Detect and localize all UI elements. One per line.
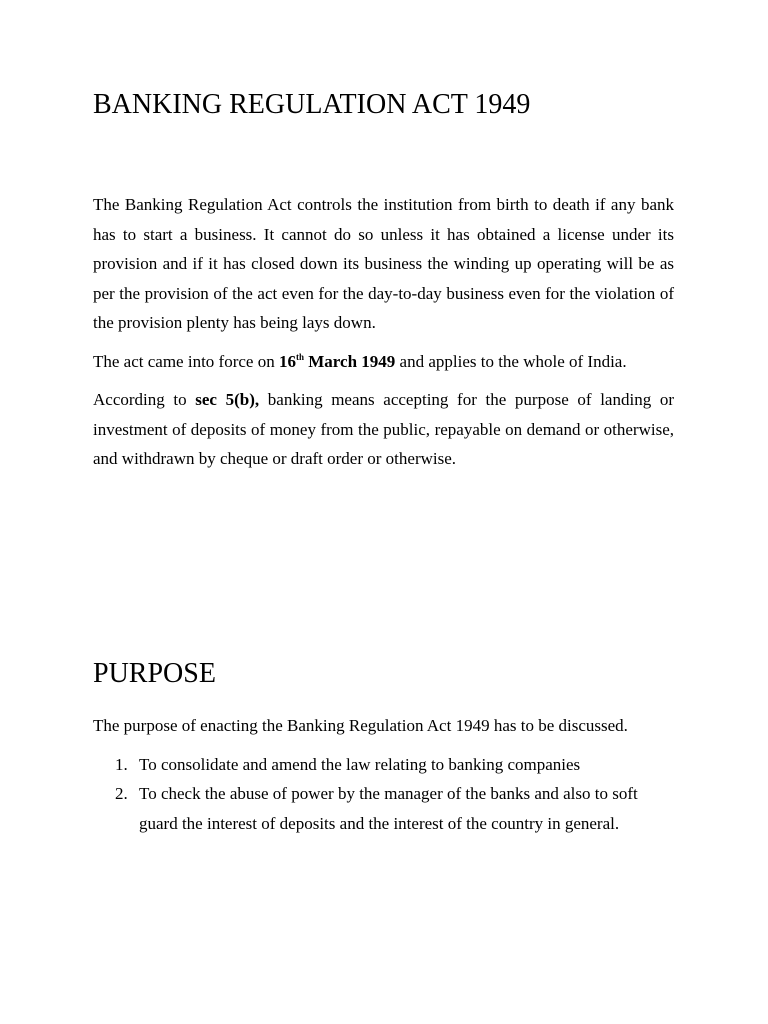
purpose-list xyxy=(93,750,674,839)
section-definition: banking means accepting for the purpose of landing or investment of deposits of money from the public, repayable on demand or otherwise, and withdrawn by cheque or draft order or otherwise. xyxy=(93,390,674,468)
intro-section xyxy=(93,190,674,483)
list-item xyxy=(93,750,674,780)
date-prefix: The act came into force on xyxy=(93,351,279,371)
list-item-number: 1. xyxy=(115,754,128,774)
date-suffix: and applies to the whole of India. xyxy=(395,351,627,371)
intro-paragraph-1: The Banking Regulation Act controls the institution from birth to death if any bank has to start a business. It cannot do so unless it has obtained a license under its provision and if it has closed down its business the winding up operating will be as per the provision of the act even for the day-to-day business even for the violation of the provision plenty has being lays down. xyxy=(93,195,674,332)
document-title: BANKING REGULATION ACT 1949 xyxy=(93,89,531,120)
effective-date xyxy=(279,352,395,371)
list-item-text: To check the abuse of power by the manager of the banks and also to soft guard the interest of deposits and the interest of the country in general. xyxy=(139,784,638,833)
intro-paragraph-3 xyxy=(93,385,674,474)
date-day: 16 xyxy=(278,351,296,371)
list-item-text: To consolidate and amend the law relating to banking companies xyxy=(139,754,581,774)
purpose-lead: The purpose of enacting the Banking Regulation Act 1949 has to be discussed. xyxy=(93,716,628,735)
purpose-section xyxy=(93,711,674,838)
list-item-number: 2. xyxy=(115,784,128,803)
section-reference: sec 5(b), xyxy=(195,390,260,409)
list-item xyxy=(93,779,674,838)
date-day-suffix: th xyxy=(295,351,304,362)
date-month-year: March 1949 xyxy=(303,351,396,371)
section-prefix: According to xyxy=(93,390,196,409)
intro-paragraph-2 xyxy=(93,347,674,377)
purpose-heading: PURPOSE xyxy=(93,658,216,689)
